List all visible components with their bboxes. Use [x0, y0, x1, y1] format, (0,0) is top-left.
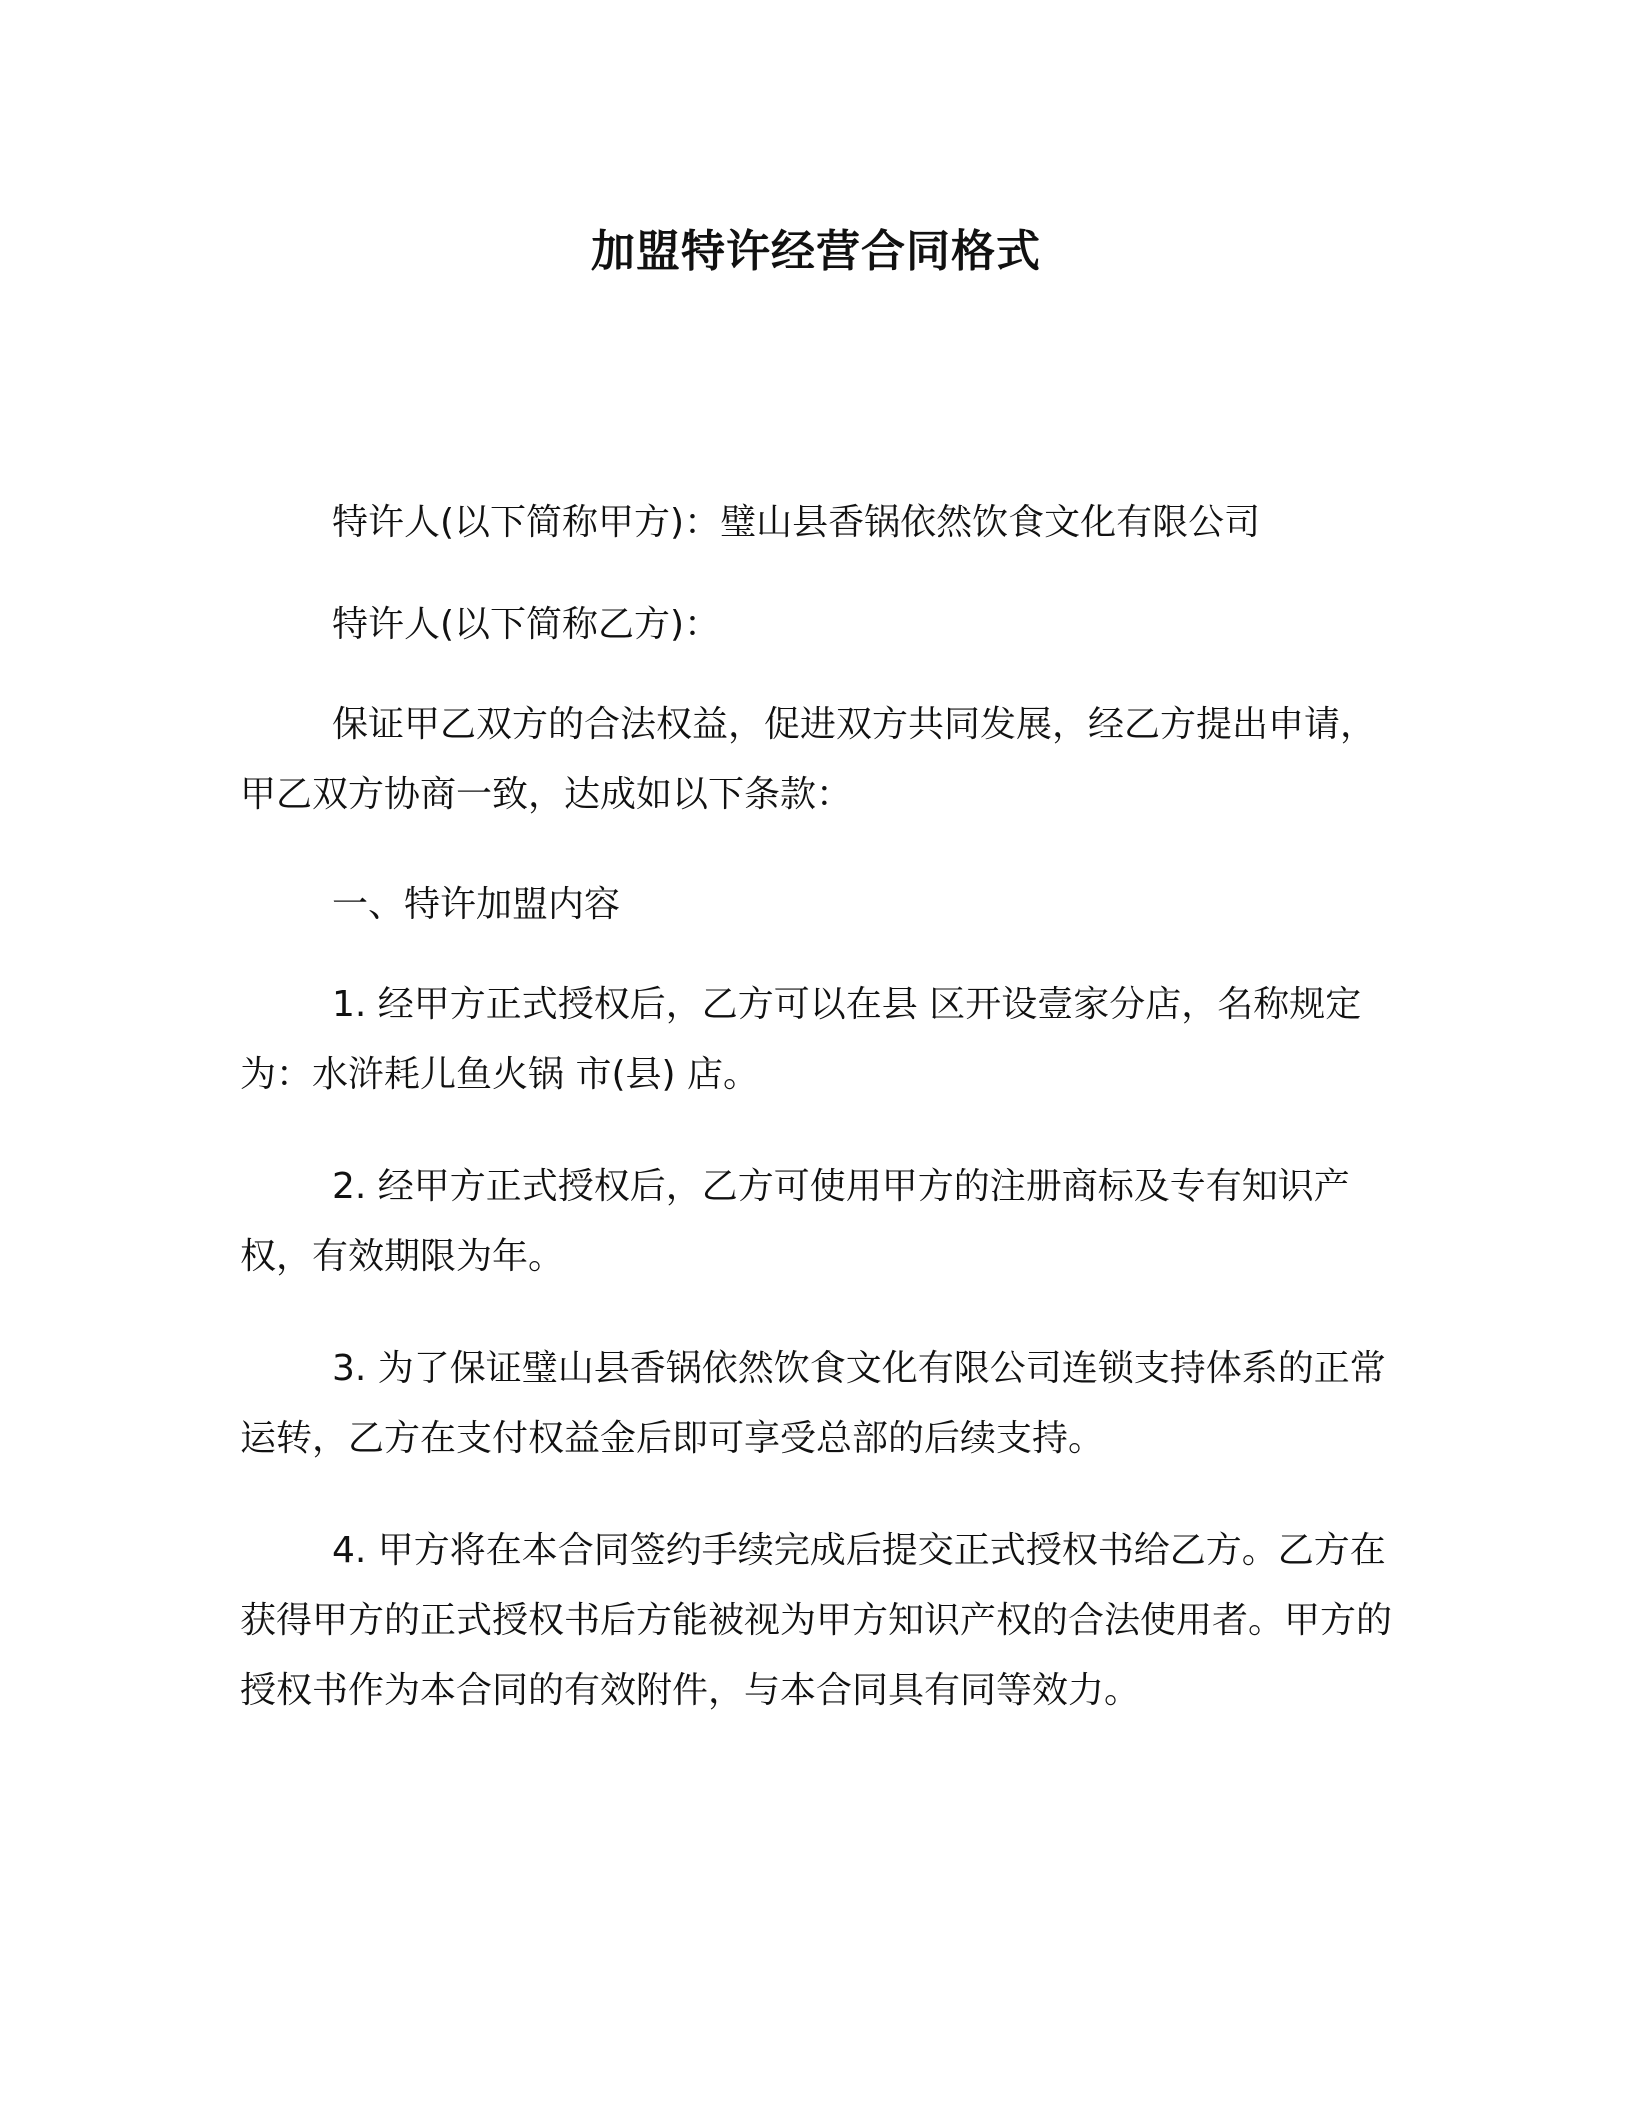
- clause-1: 1. 经甲方正式授权后，乙方可以在县 区开设壹家分店，名称规定为：水浒耗儿鱼火锅 市(县) 店。: [240, 984, 1362, 1095]
- party-a-line: 特许人(以下简称甲方)：璧山县香锅依然饮食文化有限公司: [332, 502, 1261, 543]
- party-b-line: 特许人(以下简称乙方)：: [332, 604, 721, 645]
- document-title: 加盟特许经营合同格式: [591, 226, 1041, 277]
- clause-4: 4. 甲方将在本合同签约手续完成后提交正式授权书给乙方。乙方在获得甲方的正式授权书后方能被视为甲方知识产权的合法使用者。甲方的授权书作为本合同的有效附件，与本合同具有同等效力。: [240, 1530, 1393, 1711]
- section-heading-1: 一、特许加盟内容: [332, 884, 621, 925]
- clause-2: 2. 经甲方正式授权后，乙方可使用甲方的注册商标及专有知识产权，有效期限为年。: [240, 1166, 1350, 1277]
- clause-3: 3. 为了保证璧山县香锅依然饮食文化有限公司连锁支持体系的正常运转，乙方在支付权益金后即可享受总部的后续支持。: [240, 1348, 1386, 1459]
- preamble-paragraph: 保证甲乙双方的合法权益，促进双方共同发展，经乙方提出申请，甲乙双方协商一致，达成如以下条款：: [240, 704, 1377, 815]
